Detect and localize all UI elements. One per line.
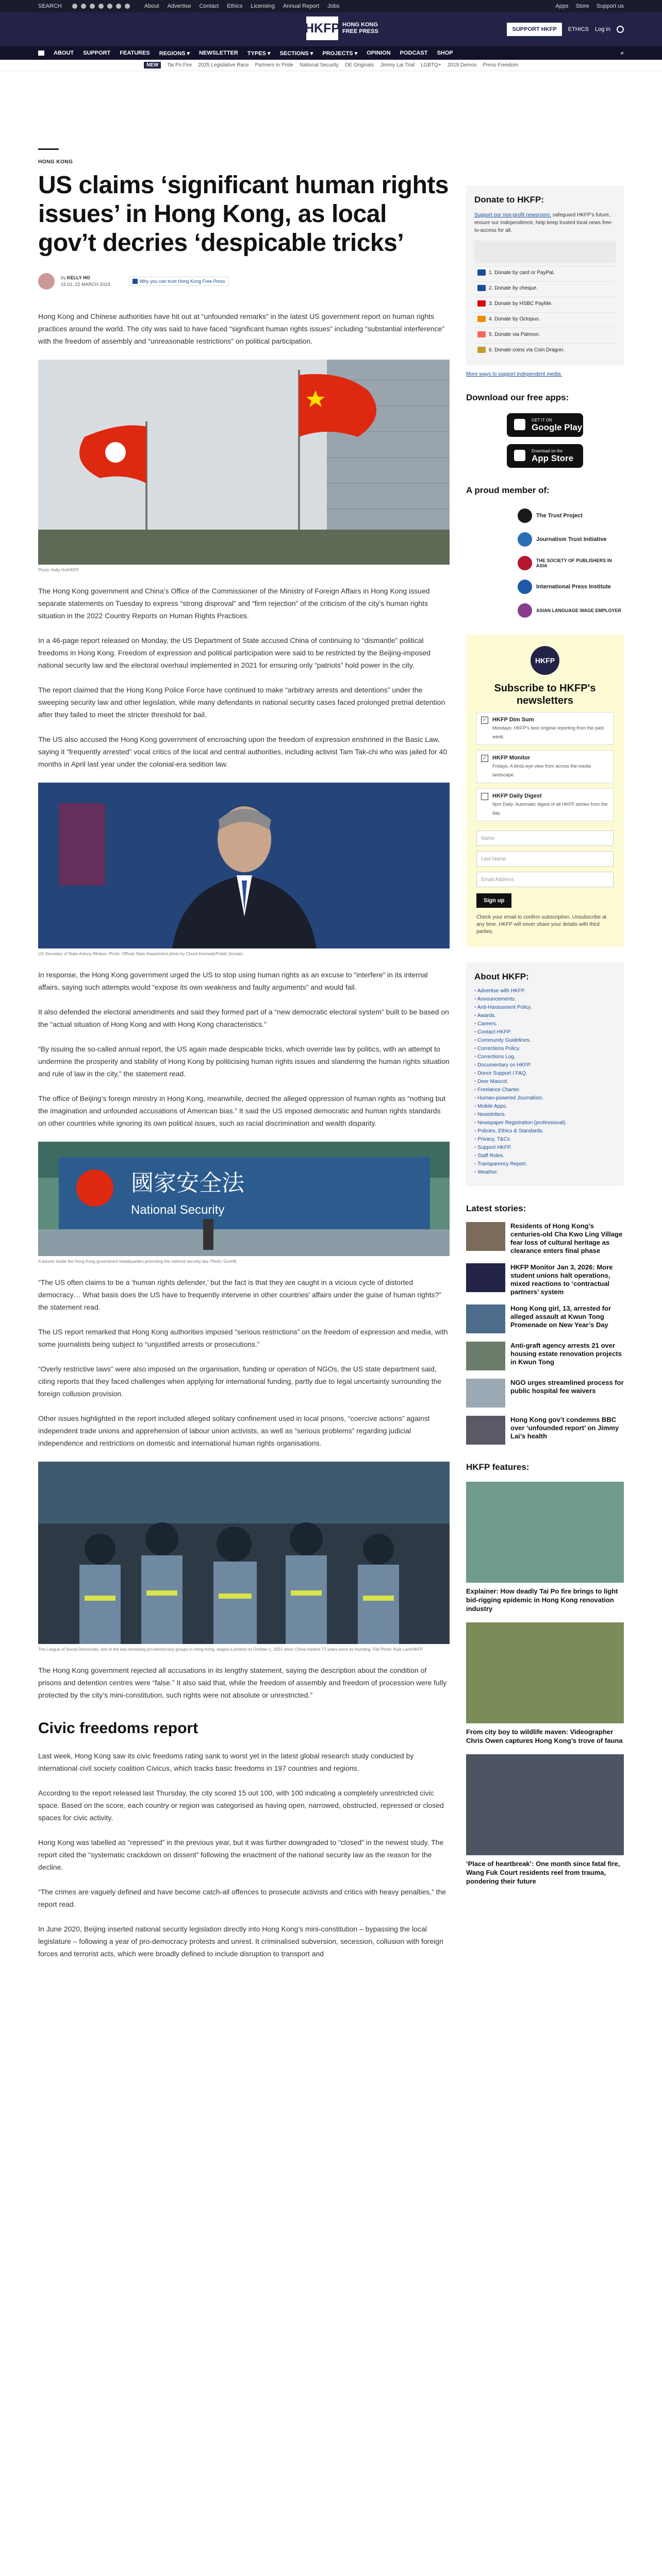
paragraph: In a 46-page report released on Monday, the US Department of State accused China of continuing to “dismantle” political freedoms in Hong Kong. Freedom of expression and political participation were said to be restricted by the Beijing-imposed national security law and the electoral overhaul implemented in 2021 for ensuring only “patriots” hold power in the city. — [38, 636, 431, 669]
nav-shop[interactable]: SHOP — [437, 50, 453, 56]
photo-caption: A banner inside the Hong Kong government headquarters promoting the national security law. Photo: GovHK. — [38, 1259, 238, 1264]
story-item[interactable]: Anti-graft agency arrests 21 over housing estate renovation projects in Kwun Tong — [466, 1342, 624, 1370]
name-field[interactable]: Name — [476, 831, 614, 846]
facebook-icon[interactable] — [72, 4, 77, 9]
payme-icon — [477, 300, 486, 307]
paragraph: “The US often claims to be a ‘human rights defender,’ but the fact is that they are caught in a vicious cycle of distorted democracy… What basis does the US have to frequently intervene in other countries’ affairs under the guise of human rights?” the statement read. — [38, 1278, 442, 1311]
story-thumbnail — [466, 1416, 505, 1445]
coin-icon — [477, 347, 486, 353]
subscribe-title: Subscribe to HKFP's newsletters — [494, 683, 596, 706]
member-logo[interactable]: The Trust Project — [518, 504, 624, 528]
donate-option[interactable]: 2. Donate by cheque. — [474, 281, 616, 294]
apple-icon — [514, 450, 525, 461]
nav-support[interactable]: SUPPORT — [83, 50, 111, 56]
nav-opinion[interactable]: OPINION — [367, 50, 391, 56]
story-item[interactable]: Residents of Hong Kong’s centuries-old Cha Kwo Ling Village fear loss of cultural heritage as clearance enters final phase — [466, 1222, 624, 1255]
paragraph: Other issues highlighted in the report included alleged solitary confinement used in local prisons, “coercive actions” against independent trade unions and apprehension of labour union activists, as well as “serious problems” regarding judicial independence and restrictions on domestic and international human rights organisations. — [38, 1414, 430, 1447]
photo-caption: Photo: Kelly Ho/HKFP. — [38, 568, 79, 572]
photo-caption: US Secretary of State Antony Blinken. Photo: Official State Department photo by Chuck Kennedy/Public Domain. — [38, 952, 244, 956]
about-link[interactable]: • Community Guidelines. — [474, 1037, 616, 1045]
members-title: A proud member of: — [466, 485, 550, 495]
article-title: US claims ‘significant human rights issues’ in Hong Kong, as local gov’t decries ‘despicable tricks’ — [38, 172, 449, 257]
trust-badge[interactable]: Why you can trust Hong Kong Free Press — [129, 277, 229, 286]
about-link[interactable]: • Awards. — [474, 1012, 616, 1020]
member-logo[interactable]: ASIAN LANGUAGE WAGE EMPLOYER — [518, 599, 624, 622]
trending-item[interactable]: Tai Po Fire — [167, 62, 192, 68]
donate-option[interactable]: 1. Donate by card or PayPal. — [474, 266, 616, 279]
feature-image — [466, 1622, 624, 1723]
paragraph: “By issuing the so-called annual report, the US again made despicable tricks, which override law by politics, with an attempt to undermine the prosperity and stability of Hong Kong by politicising human rights issues and slandering the human rights situation and rule of law in the city,” the statement read. — [38, 1045, 450, 1078]
about-link[interactable]: • Anti-Harassment Policy. — [474, 1004, 616, 1012]
apps-title: Download our free apps: — [466, 393, 569, 402]
telegram-icon[interactable] — [125, 4, 130, 9]
feature-item[interactable]: ‘Place of heartbreak’: One month since fatal fire, Wang Fuk Court residents reel from trauma, pondering their future — [466, 1754, 624, 1886]
email-field[interactable]: Email Address — [476, 872, 614, 887]
nav-podcast[interactable]: PODCAST — [400, 50, 428, 56]
topbar-link-annual-report[interactable]: Annual Report — [283, 3, 320, 9]
donate-option[interactable]: 3. Donate by HSBC PayMe. — [474, 297, 616, 310]
login-link[interactable]: Log in — [595, 26, 610, 32]
trending-item[interactable]: LGBTQ+ — [421, 62, 441, 68]
blinken-image — [38, 783, 450, 948]
search-link[interactable]: SEARCH — [38, 3, 62, 9]
topbar-link-about[interactable]: About — [144, 3, 159, 9]
author-avatar[interactable] — [38, 273, 55, 290]
google-play-icon — [514, 419, 525, 430]
photo-caption: The League of Social Democrats, one of the last remaining pro-democracy groups in Hong Kong, staged a protest on October 1, 2021 when China marked 72 years since its founding. File Photo: Kyle Lam/HKFP. — [38, 1647, 424, 1652]
donate-support-link[interactable]: Support our non-profit newsroom: — [474, 212, 551, 218]
story-thumbnail — [466, 1263, 505, 1292]
topbar-link-store[interactable]: Store — [575, 3, 589, 9]
ethics-link[interactable]: ETHICS — [568, 26, 589, 32]
wage-employer-icon — [518, 603, 532, 618]
cheque-icon — [477, 285, 486, 291]
sidebar — [466, 71, 624, 1886]
linkedin-icon[interactable] — [116, 4, 121, 9]
main-nav — [0, 46, 662, 60]
donate-widget: Donate to HKFP: Support our non-profit newsroom: safeguard HKFP’s future, ensure our independence, help keep trusted local news free-to-access for all. 1. Donate by card or PayPal. 2. Donate by cheque. 3. Donate by HSBC PayMe. 4. Donate by Octopus. 5. Donate via Patreon. 6. Donate coins via Coin Dragon. — [466, 185, 624, 365]
signup-note: Check your email to confirm subscription. Unsubscribe at any time. HKFP will never share your details with third parties. — [476, 914, 607, 935]
paragraph: The US report remarked that Hong Kong authorities imposed “serious restrictions” on the freedom of expression and media, with some journalists being subject to “unjustified arrests or prosecutions.” — [38, 1328, 448, 1348]
newsletter-option[interactable]: ✓ HKFP Monitor Fridays: A birds-eye view from across the media landscape. — [476, 750, 614, 783]
patreon-icon — [477, 331, 486, 337]
topbar-link-support[interactable]: Support us — [596, 3, 624, 9]
article — [38, 71, 450, 1960]
about-link[interactable]: • Privacy, T&Cs. — [474, 1136, 616, 1144]
photo-flags — [38, 360, 450, 565]
story-item[interactable]: Hong Kong gov’t condemns BBC over ‘unfounded report’ on Jimmy Lai’s health — [466, 1416, 624, 1445]
paragraph: The office of Beijing’s foreign ministry in Hong Kong, meanwhile, decried the alleged oppression of human rights as “nothing but the imagination and unfounded accusations of American bias.” It said the US imposed democratic and human rights standards on other countries while ignoring its own political issues, such as racial discrimination and wealth disparity. — [38, 1094, 446, 1127]
octopus-icon — [477, 316, 486, 322]
section-heading: Civic freedoms report — [38, 1720, 198, 1737]
banner-image — [38, 1142, 450, 1256]
trending-item[interactable]: Jimmy Lai Trial — [380, 62, 415, 68]
nav-regions[interactable]: REGIONS ▾ — [159, 50, 190, 57]
app-store-button[interactable]: Download on the App Store — [507, 444, 583, 468]
trending-item[interactable]: Partners in Pride — [255, 62, 294, 68]
svg-text:國家安全法: 國家安全法 — [131, 1171, 244, 1196]
checkbox[interactable]: ✓ — [481, 717, 488, 724]
trending-item[interactable]: 2019 Demos — [447, 62, 477, 68]
story-item[interactable]: Hong Kong girl, 13, arrested for alleged assault at Kwun Tong Promenade on New Year’s Day — [466, 1304, 624, 1333]
signup-button[interactable]: Sign up — [476, 893, 511, 908]
paragraph: In response, the Hong Kong government urged the US to stop using human rights as an excuse to “interfere” in its internal affairs, saying such attempts would “expose its own weakness and faulty arguments” and would fail. — [38, 971, 428, 991]
paragraph: The Hong Kong government and China’s Office of the Commissioner of the Ministry of Foreign Affairs in Hong Kong issued separate statements on Tuesday to express “strong disproval” and “firm rejection” of the criticism of the city’s human rights situation in the 2022 Country Reports on Human Rights Practices. — [38, 587, 430, 620]
nav-about[interactable]: ABOUT — [54, 50, 74, 56]
about-link[interactable]: • Donor Support / FAQ. — [474, 1070, 616, 1078]
search-icon[interactable]: ⌕ — [620, 49, 624, 56]
youtube-icon[interactable] — [107, 4, 112, 9]
paragraph: The Hong Kong government rejected all accusations in its lengthy statement, saying the description about the condition of prisons and detention centres were “false.” It also said that, while the freedom of assembly and freedom of procession were fully protected by the city’s mini-constitution, such rights were not absolute or unrestricted.” — [38, 1666, 447, 1699]
sopa-icon — [518, 556, 532, 570]
article-category[interactable]: HONG KONG — [38, 159, 73, 165]
story-item[interactable]: NGO urges streamlined process for public hospital fee waivers — [466, 1379, 624, 1408]
about-link[interactable]: • Transparency Report. — [474, 1160, 616, 1168]
author-name[interactable]: KELLY HO — [67, 275, 90, 280]
paragraph: The US also accused the Hong Kong government of encroaching upon the freedom of expression enshrined in the Basic Law, saying it “frequently arrested” vocal critics of the local and central authorities, including activist Tam Tak-chi who was jailed for 40 months in April last year under the colonial-era sedition law. — [38, 735, 448, 768]
photo-nsl-banner — [38, 1142, 450, 1256]
card-icon — [477, 269, 486, 276]
about-link[interactable]: • Newsletters. — [474, 1111, 616, 1119]
last-name-field[interactable]: Last Name — [476, 851, 614, 867]
threads-icon[interactable] — [98, 4, 104, 9]
apps-section — [466, 393, 624, 468]
story-thumbnail — [466, 1304, 505, 1333]
byline: by KELLY HO 15:01, 22 MARCH 2023 Why you can trust Hong Kong Free Press — [38, 273, 450, 290]
member-logo[interactable]: THE SOCIETY OF PUBLISHERS IN ASIA — [518, 551, 624, 575]
members-section — [466, 485, 624, 622]
about-link[interactable]: • Announcements. — [474, 995, 616, 1004]
member-logo[interactable]: Journalism Trust Initiative — [518, 528, 624, 551]
trending-item[interactable]: National Security — [300, 62, 339, 68]
paragraph: According to the report released last Thursday, the city scored 15 out 100, with 100 indicating a completely unrestricted civic space. Based on the score, each country or region was categorised as having open, narrowed, obstructed, repressed or closed spaces for civic activity. — [38, 1789, 444, 1822]
member-logo[interactable]: International Press Institute — [518, 575, 624, 599]
trending-item[interactable]: 2025 Legislative Race — [198, 62, 249, 68]
google-play-button[interactable]: GET IT ON Google Play — [507, 413, 583, 437]
nav-projects[interactable]: PROJECTS ▾ — [322, 50, 358, 57]
features-title: HKFP features: — [466, 1462, 529, 1472]
site-logo[interactable]: HKFP HONG KONG FREE PRESS — [306, 16, 380, 40]
about-link[interactable]: • Mobile Apps. — [474, 1103, 616, 1111]
story-thumbnail — [466, 1379, 505, 1408]
feature-item[interactable]: Explainer: How deadly Tai Po fire brings to light bid-rigging epidemic in Hong Kong renovation industry — [466, 1482, 624, 1613]
paragraph: Hong Kong and Chinese authorities have hit out at “unfounded remarks” in the latest US government report on human rights practices around the world. The city was said to have faced “significant human rights issues” including “substantial interference” with the freedom of assembly and “unreasonable restrictions” on political participation. — [38, 312, 445, 345]
x-icon[interactable] — [81, 4, 86, 9]
about-link[interactable]: • Deer Mascot. — [474, 1078, 616, 1086]
trending-label: NEW — [144, 62, 161, 69]
photo-police — [38, 1462, 450, 1644]
about-link[interactable]: • Support HKFP. — [474, 1144, 616, 1152]
paragraph: In June 2020, Beijing inserted national security legislation directly into Hong Kong’s mini-constitution – bypassing the local legislature – following a year of pro-democracy protests and unrest. It criminalised subversion, secession, collusion with foreign forces and terrorist acts, which were broadly defined to include disruption to transport and — [38, 1925, 443, 1958]
topbar-link-apps[interactable]: Apps — [555, 3, 569, 9]
feature-image — [466, 1482, 624, 1583]
trending-bar — [0, 60, 662, 71]
more-ways-link[interactable]: More ways to support independent media. — [466, 371, 562, 377]
topbar-link-ethics[interactable]: Ethics — [227, 3, 243, 9]
about-title: About HKFP: — [474, 972, 529, 981]
svg-text:National Security: National Security — [131, 1203, 225, 1217]
paragraph: “The crimes are vaguely defined and have become catch-all offences to prosecute activists and critics with heavy penalties,” the report read. — [38, 1888, 446, 1908]
nav-types[interactable]: TYPES ▾ — [247, 50, 271, 57]
social-icons — [72, 4, 130, 9]
about-widget — [466, 962, 624, 1186]
ipi-icon — [518, 580, 532, 594]
paragraph: The report claimed that the Hong Kong Police Force have continued to make “arbitrary arrests and detentions” under the sweeping security law and other legislation, while many defendants in national security cases faced prolonged pretrial detention after they failed to meet the stricter threshold for bail. — [38, 686, 445, 719]
jti-icon — [518, 532, 532, 547]
about-link[interactable]: • Advertise with HKFP. — [474, 987, 616, 995]
top-bar — [0, 0, 662, 12]
about-link[interactable]: • Policies, Ethics & Standards. — [474, 1127, 616, 1136]
latest-title: Latest stories: — [466, 1204, 526, 1213]
nav-features[interactable]: FEATURES — [120, 50, 150, 56]
story-thumbnail — [466, 1342, 505, 1370]
topbar-link-jobs[interactable]: Jobs — [327, 3, 340, 9]
topbar-link-contact[interactable]: Contact — [199, 3, 219, 9]
latest-stories — [466, 1204, 624, 1445]
newsletter-subscribe — [466, 635, 624, 947]
story-thumbnail — [466, 1222, 505, 1251]
account-icon[interactable] — [617, 26, 624, 33]
about-link[interactable]: • Corrections Policy. — [474, 1045, 616, 1053]
publish-date: 15:01, 22 MARCH 2023 — [61, 282, 110, 287]
story-item[interactable]: HKFP Monitor Jan 3, 2026: More student unions halt operations, mixed reactions to ‘contractual partners’ system — [466, 1263, 624, 1296]
topbar-link-licensing[interactable]: Licensing — [251, 3, 275, 9]
donate-option[interactable]: 6. Donate coins via Coin Dragon. — [474, 343, 616, 356]
newsletter-option[interactable]: ✓ HKFP Dim Sum Mondays: HKFP’s best original reporting from the past week. — [476, 712, 614, 745]
title-rule — [38, 148, 59, 150]
donate-title: Donate to HKFP: — [474, 195, 544, 205]
shield-icon — [133, 279, 138, 284]
checkbox[interactable]: ✓ — [481, 755, 488, 762]
about-link[interactable]: • Documentary on HKFP. — [474, 1061, 616, 1070]
site-header — [0, 12, 662, 46]
paragraph: “Overly restrictive laws” were also imposed on the organisation, funding or operation of NGOs, the US state department said, citing reports that they faced challenges when applying for international funding, partly due to legal uncertainty surrounding the foreign collusion provision. — [38, 1365, 442, 1398]
payment-logos — [474, 241, 616, 263]
nav-newsletter[interactable]: NEWSLETTER — [199, 50, 238, 56]
feature-image — [466, 1754, 624, 1855]
about-link[interactable]: • Newspaper Registration (professional). — [474, 1119, 616, 1127]
about-link[interactable]: • Human-powered Journalism. — [474, 1094, 616, 1103]
donate-option[interactable]: 4. Donate by Octopus. — [474, 312, 616, 325]
photo-blinken — [38, 783, 450, 948]
about-link[interactable]: • Careers. — [474, 1020, 616, 1028]
feature-item[interactable]: From city boy to wildlife maven: Videographer Chris Owen captures Hong Kong’s trove of fauna — [466, 1622, 624, 1745]
about-link[interactable]: • Freelance Charter. — [474, 1086, 616, 1094]
paragraph: Last week, Hong Kong saw its civic freedoms rating sank to worst yet in the latest global research study conducted by international civil society coalition Civicus, which tracks basic freedoms in 197 countries and regions. — [38, 1752, 414, 1772]
trust-project-icon — [518, 509, 532, 523]
about-link[interactable]: • Contact HKFP. — [474, 1028, 616, 1037]
newsletter-option[interactable]: HKFP Daily Digest 9pm Daily: Automatic digest of all HKFP stories from the day. — [476, 788, 614, 821]
paragraph: It also defended the electoral amendments and said they formed part of a “new democratic electoral system” built to be based on the “actual situation of Hong Kong and with Hong Kong characteristics.” — [38, 1008, 449, 1028]
trending-item[interactable]: Press Freedom — [483, 62, 518, 68]
trending-item[interactable]: OE Originals — [344, 62, 374, 68]
checkbox[interactable] — [481, 793, 488, 800]
about-link[interactable]: • Staff Roles. — [474, 1152, 616, 1160]
features-section — [466, 1462, 624, 1886]
donate-option[interactable]: 5. Donate via Patreon. — [474, 328, 616, 341]
paragraph: Hong Kong was labelled as “repressed” in the previous year, but it was further downgraded to “closed” in the newest study. The report cited the “systematic crackdown on dissent” following the enactment of the national security law as the reason for the decline. — [38, 1838, 444, 1871]
support-hkfp-button[interactable]: SUPPORT HKFP — [507, 23, 561, 36]
home-icon[interactable] — [38, 50, 44, 56]
instagram-icon[interactable] — [90, 4, 95, 9]
topbar-link-advertise[interactable]: Advertise — [167, 3, 191, 9]
about-link[interactable]: • Corrections Log. — [474, 1053, 616, 1061]
about-link[interactable]: • Weather. — [474, 1168, 616, 1177]
flags-image — [38, 360, 450, 565]
police-image — [38, 1462, 450, 1644]
about-links — [474, 987, 616, 1177]
hkfp-badge: HKFP — [531, 646, 559, 675]
nav-sections[interactable]: SECTIONS ▾ — [279, 50, 313, 57]
